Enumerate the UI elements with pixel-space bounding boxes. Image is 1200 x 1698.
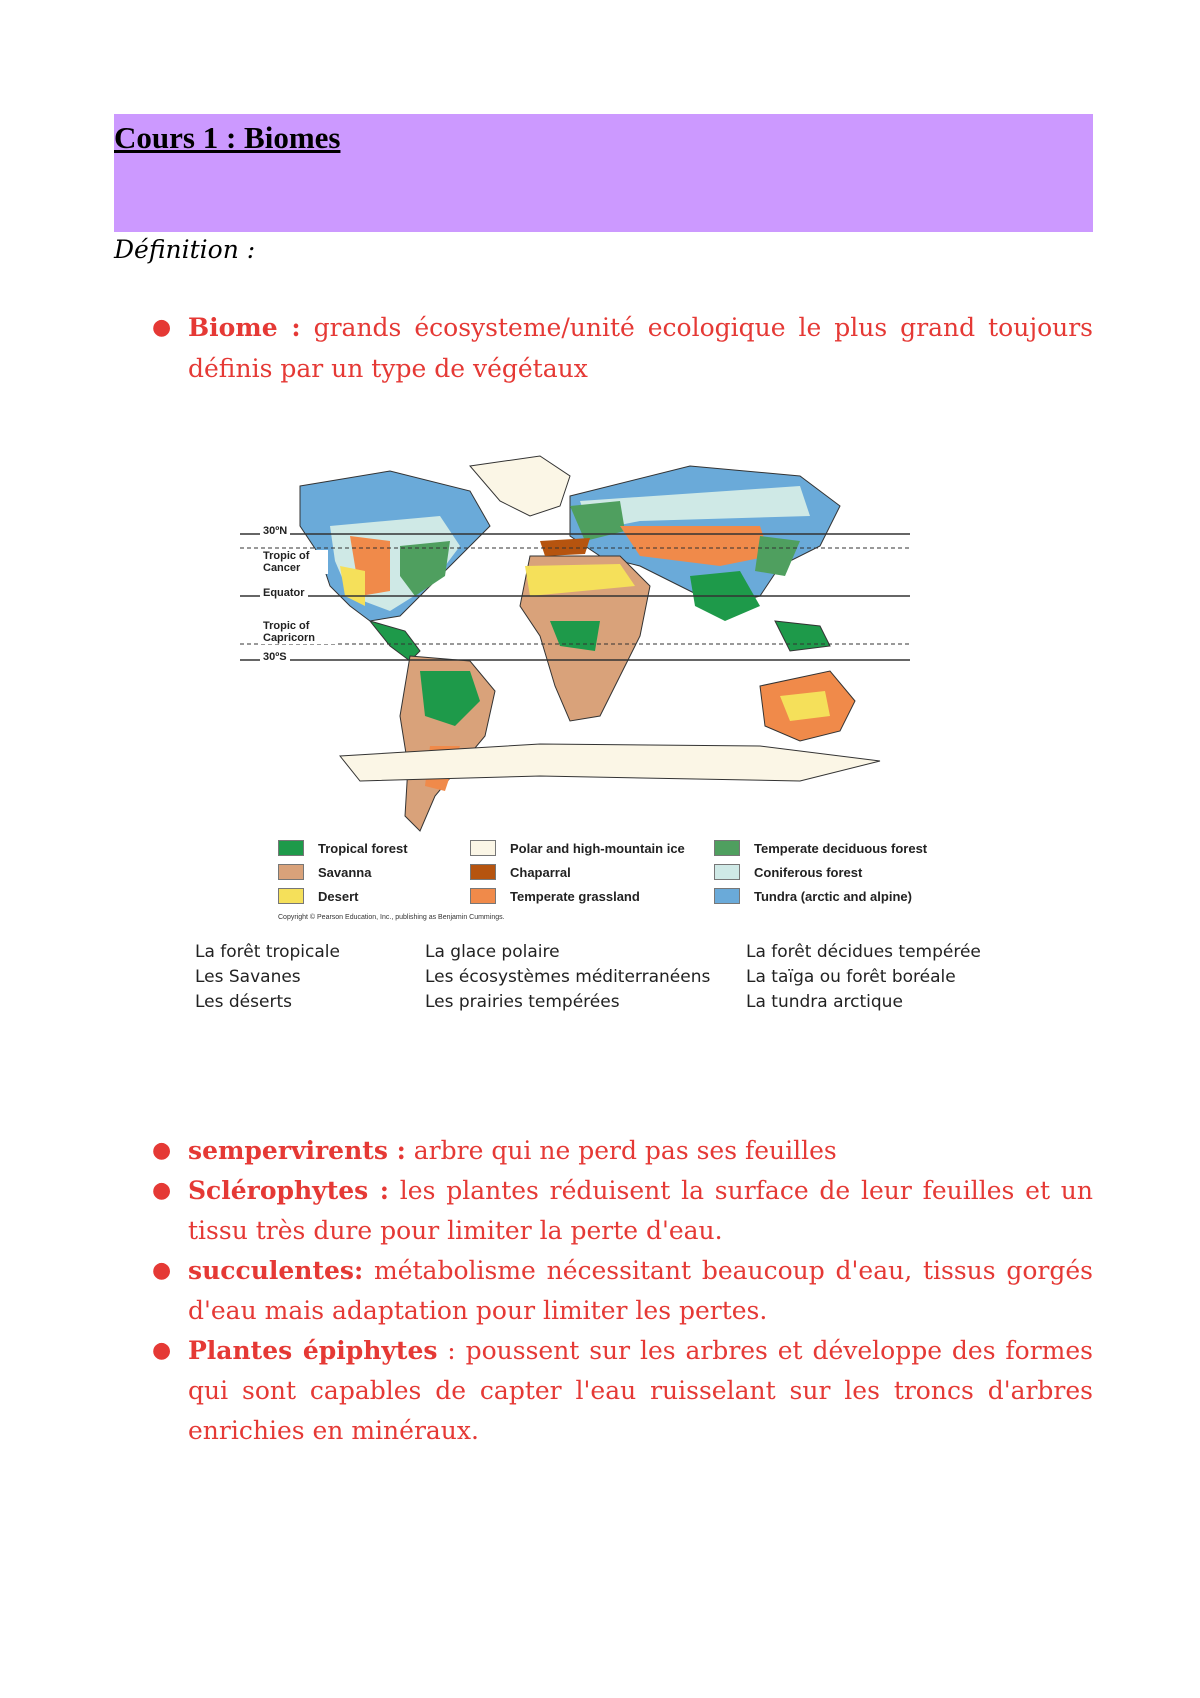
legend-label: Tundra (arctic and alpine) [754, 888, 912, 904]
legend-item [278, 864, 371, 880]
definition-item [114, 307, 1093, 389]
legend-swatch [470, 864, 496, 880]
definition-list-top [114, 307, 1093, 389]
figure-copyright: Copyright © Pearson Education, Inc., publishing as Benjamin Cummings. [278, 914, 505, 921]
definition-item [114, 1131, 1093, 1171]
legend-label: Savanna [318, 864, 372, 880]
definition-text: arbre qui ne perd pas ses feuilles [405, 1136, 837, 1165]
definition-text: métabolisme nécessitant beaucoup d'eau, tissus gorgés d'eau mais adaptation pour limiter les pertes. [188, 1256, 1093, 1325]
definition-term: Plantes épiphytes [188, 1336, 438, 1365]
map-legend [278, 840, 978, 910]
definition-list-bottom [114, 1131, 1093, 1451]
legend-swatch [470, 840, 496, 856]
french-legend-item: Les écosystèmes méditerranéens [425, 967, 711, 987]
definition-item [114, 1251, 1093, 1331]
label-equator: Equator [260, 587, 308, 599]
central-america-landmass [370, 621, 420, 661]
legend-swatch [714, 864, 740, 880]
legend-swatch [470, 888, 496, 904]
definition-term: sempervirents : [188, 1136, 406, 1165]
french-legend-column [746, 940, 981, 1015]
legend-label: Temperate grassland [510, 888, 640, 904]
french-legend-column [425, 940, 710, 1015]
french-legend-item: La glace polaire [425, 942, 560, 962]
legend-label: Polar and high-mountain ice [510, 840, 685, 856]
eurasia-east-forest [755, 536, 800, 576]
legend-item [470, 840, 685, 856]
legend-label: Chaparral [510, 864, 571, 880]
french-legend-item: Les Savanes [195, 967, 301, 987]
definition-label: Définition : [114, 235, 256, 264]
bullet-icon: ● [152, 315, 172, 340]
legend-swatch [714, 840, 740, 856]
label-30s: 30ºS [260, 651, 290, 663]
legend-item [714, 888, 912, 904]
bullet-icon: ● [152, 1138, 172, 1163]
definition-text: les plantes réduisent la surface de leur feuilles et un tissu très dure pour limiter la perte d'eau. [188, 1176, 1094, 1245]
southeast-asia-islands [775, 621, 830, 651]
definition-term: succulentes: [188, 1256, 364, 1285]
legend-item [470, 888, 640, 904]
french-legend-item: La forêt tropicale [195, 942, 340, 962]
french-legend-item: Les prairies tempérées [425, 992, 620, 1012]
french-legend-column [195, 940, 340, 1015]
legend-swatch [278, 840, 304, 856]
mediterranean-chaparral [540, 538, 590, 556]
french-legend-item: Les déserts [195, 992, 292, 1012]
page-title: Cours 1 : Biomes [114, 120, 341, 155]
legend-label: Coniferous forest [754, 864, 863, 880]
definition-term: Biome : [188, 313, 301, 342]
definition-item [114, 1331, 1093, 1451]
legend-item [470, 864, 571, 880]
label-tropic-cancer: Tropic of Cancer [260, 550, 328, 574]
legend-item [278, 840, 408, 856]
definition-item [114, 1171, 1093, 1251]
french-legend-item: La taïga ou forêt boréale [746, 967, 956, 987]
legend-label: Tropical forest [318, 840, 408, 856]
legend-item [278, 888, 358, 904]
label-30n: 30ºN [260, 525, 290, 537]
legend-item [714, 840, 927, 856]
legend-swatch [278, 864, 304, 880]
legend-label: Desert [318, 888, 359, 904]
greenland-landmass [470, 456, 570, 516]
definition-text: : poussent sur les arbres et développe des formes qui sont capables de capter l'eau ruisselant sur les troncs d'arbres enrichies en minéraux. [188, 1336, 1093, 1445]
french-legend-item: La tundra arctique [746, 992, 903, 1012]
legend-label: Temperate deciduous forest [754, 840, 928, 856]
bullet-icon: ● [152, 1338, 172, 1363]
legend-item [714, 864, 862, 880]
legend-swatch [714, 888, 740, 904]
french-legend-item: La forêt décidues tempérée [746, 942, 981, 962]
definition-text: grands écosysteme/unité ecologique le plus grand toujours définis par un type de végétaux [188, 313, 1094, 383]
legend-swatch [278, 888, 304, 904]
bullet-icon: ● [152, 1258, 172, 1283]
definition-term: Sclérophytes : [188, 1176, 390, 1205]
label-tropic-capricorn: Tropic of Capricorn [260, 620, 336, 644]
bullet-icon: ● [152, 1178, 172, 1203]
